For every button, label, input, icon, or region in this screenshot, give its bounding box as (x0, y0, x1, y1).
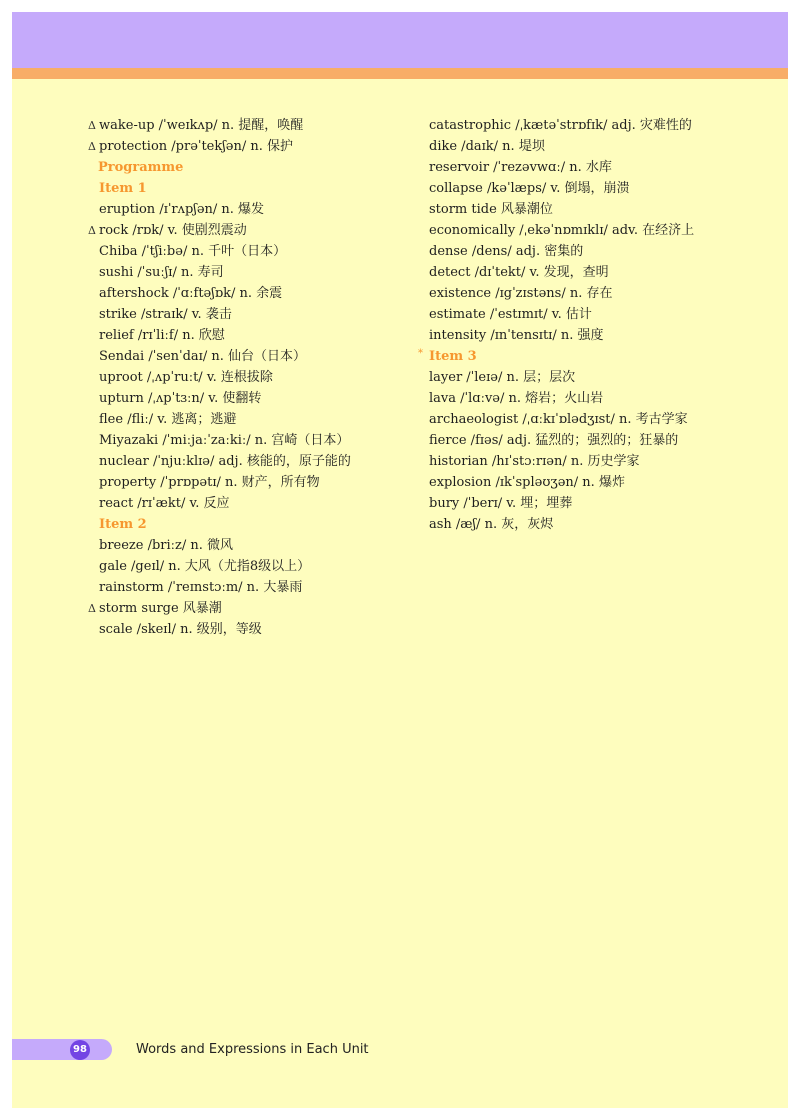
vocab-entry-text: rainstorm /ˈreɪnstɔːm/ n. 大暴雨 (99, 580, 303, 595)
vocab-entry-text: bury /ˈberɪ/ v. 埋；埋葬 (429, 496, 573, 511)
section-heading-text: Programme (98, 160, 184, 175)
item-heading (88, 514, 408, 535)
page (12, 12, 788, 1108)
vocab-entry-text: historian /hɪˈstɔːrɪən/ n. 历史学家 (429, 454, 640, 469)
vocab-entry (418, 178, 778, 199)
vocab-entry-text: relief /rɪˈliːf/ n. 欣慰 (99, 328, 225, 343)
header-orange-stripe (12, 68, 788, 79)
vocab-entry (88, 430, 408, 451)
vocab-entry (418, 493, 778, 514)
vocab-entry (88, 493, 408, 514)
vocab-entry (88, 451, 408, 472)
vocab-entry (88, 283, 408, 304)
vocab-entry (88, 472, 408, 493)
vocab-entry-text: dike /daɪk/ n. 堤坝 (429, 139, 545, 154)
vocab-entry (88, 115, 408, 136)
right-vocabulary-column (418, 115, 778, 535)
vocab-entry (418, 304, 778, 325)
vocab-entry-text: scale /skeɪl/ n. 级别，等级 (99, 622, 262, 637)
item-heading (88, 178, 408, 199)
vocab-entry (88, 367, 408, 388)
vocab-entry-text: explosion /ɪkˈspləʊʒən/ n. 爆炸 (429, 475, 625, 490)
vocab-entry (88, 598, 408, 619)
vocab-entry-text: Chiba /ˈtʃiːbə/ n. 千叶（日本） (99, 244, 287, 259)
vocab-entry-text: fierce /fɪəs/ adj. 猛烈的；强烈的；狂暴的 (429, 433, 679, 448)
vocab-entry (418, 514, 778, 535)
vocab-entry-text: protection /prəˈtekʃən/ n. 保护 (99, 139, 293, 154)
vocab-entry-text: aftershock /ˈɑːftəʃɒk/ n. 余震 (99, 286, 283, 301)
delta-marker-icon: Δ (88, 224, 96, 237)
vocab-entry (418, 241, 778, 262)
vocab-entry-text: archaeologist /ˌɑːkɪˈɒlədʒɪst/ n. 考古学家 (429, 412, 688, 427)
vocab-entry (88, 241, 408, 262)
vocab-entry-text: dense /dens/ adj. 密集的 (429, 244, 584, 259)
vocab-entry (418, 325, 778, 346)
vocab-entry-text: wake-up /ˈweɪkʌp/ n. 提醒，唤醒 (99, 118, 304, 133)
left-vocabulary-column (88, 115, 408, 640)
page-number-badge: 98 (70, 1040, 90, 1060)
section-heading (88, 157, 408, 178)
header-purple-band (12, 12, 788, 68)
vocab-entry (418, 262, 778, 283)
vocab-entry (418, 451, 778, 472)
vocab-entry (418, 115, 778, 136)
vocab-entry (88, 325, 408, 346)
vocab-entry (88, 199, 408, 220)
vocab-entry-text: property /ˈprɒpətɪ/ n. 财产，所有物 (99, 475, 320, 490)
vocab-entry (88, 577, 408, 598)
vocab-entry (418, 388, 778, 409)
vocab-entry (418, 157, 778, 178)
vocab-entry (418, 199, 778, 220)
vocab-entry-text: collapse /kəˈlæps/ v. 倒塌，崩溃 (429, 181, 630, 196)
vocab-entry-text: uproot /ˌʌpˈruːt/ v. 连根拔除 (99, 370, 273, 385)
vocab-entry (88, 346, 408, 367)
vocab-entry (88, 262, 408, 283)
vocab-entry-text: react /rɪˈækt/ v. 反应 (99, 496, 230, 511)
vocab-entry (88, 409, 408, 430)
vocab-entry-text: storm tide 风暴潮位 (429, 202, 553, 217)
vocab-entry-text: strike /straɪk/ v. 袭击 (99, 307, 232, 322)
vocab-entry-text: rock /rɒk/ v. 使剧烈震动 (99, 223, 247, 238)
vocab-entry-text: economically /ˌekəˈnɒmɪklɪ/ adv. 在经济上 (429, 223, 695, 238)
vocab-entry-text: detect /dɪˈtekt/ v. 发现，查明 (429, 265, 609, 280)
vocab-entry-text: ash /æʃ/ n. 灰，灰烬 (429, 517, 554, 532)
vocab-entry-text: breeze /briːz/ n. 微风 (99, 538, 234, 553)
vocab-entry-text: upturn /ˌʌpˈtɜːn/ v. 使翻转 (99, 391, 262, 406)
vocab-entry-text: Sendai /ˈsenˈdaɪ/ n. 仙台（日本） (99, 349, 306, 364)
vocab-entry-text: sushi /ˈsuːʃɪ/ n. 寿司 (99, 265, 224, 280)
vocab-entry-text: storm surge 风暴潮 (99, 601, 222, 616)
vocab-entry (418, 367, 778, 388)
vocab-entry (88, 535, 408, 556)
vocab-entry-text: flee /fliː/ v. 逃离；逃避 (99, 412, 237, 427)
vocab-entry-text: nuclear /ˈnjuːklɪə/ adj. 核能的，原子能的 (99, 454, 351, 469)
vocab-entry-text: layer /ˈleɪə/ n. 层；层次 (429, 370, 576, 385)
vocab-entry (88, 556, 408, 577)
star-icon: * (418, 348, 423, 359)
vocab-entry (418, 430, 778, 451)
footer-tab (12, 1039, 112, 1060)
vocab-entry-text: reservoir /ˈrezəvwɑː/ n. 水库 (429, 160, 612, 175)
vocab-entry (88, 304, 408, 325)
vocab-entry-text: intensity /ɪnˈtensɪtɪ/ n. 强度 (429, 328, 604, 343)
vocab-entry-text: gale /geɪl/ n. 大风（尤指8级以上） (99, 559, 311, 574)
vocab-entry (418, 472, 778, 493)
item-heading-text: Item 3 (429, 349, 477, 364)
item-heading-text: Item 2 (99, 517, 147, 532)
vocab-entry-text: catastrophic /ˌkætəˈstrɒfɪk/ adj. 灾难性的 (429, 118, 692, 133)
delta-marker-icon: Δ (88, 119, 96, 132)
vocab-entry (88, 136, 408, 157)
vocab-entry (88, 388, 408, 409)
vocab-entry-text: eruption /ɪˈrʌpʃən/ n. 爆发 (99, 202, 265, 217)
footer-title: Words and Expressions in Each Unit (136, 1042, 369, 1057)
vocab-entry (418, 283, 778, 304)
vocab-entry (88, 619, 408, 640)
item-heading-text: Item 1 (99, 181, 147, 196)
vocab-entry (418, 220, 778, 241)
vocab-entry (418, 136, 778, 157)
vocab-entry-text: Miyazaki /ˈmiːjaːˈzaːkiː/ n. 宫崎（日本） (99, 433, 350, 448)
vocab-entry-text: existence /ɪgˈzɪstəns/ n. 存在 (429, 286, 613, 301)
vocab-entry (88, 220, 408, 241)
delta-marker-icon: Δ (88, 140, 96, 153)
item-heading (418, 346, 778, 367)
vocab-entry-text: estimate /ˈestɪmɪt/ v. 估计 (429, 307, 592, 322)
delta-marker-icon: Δ (88, 602, 96, 615)
vocab-entry-text: lava /ˈlɑːvə/ n. 熔岩；火山岩 (429, 391, 604, 406)
vocab-entry (418, 409, 778, 430)
